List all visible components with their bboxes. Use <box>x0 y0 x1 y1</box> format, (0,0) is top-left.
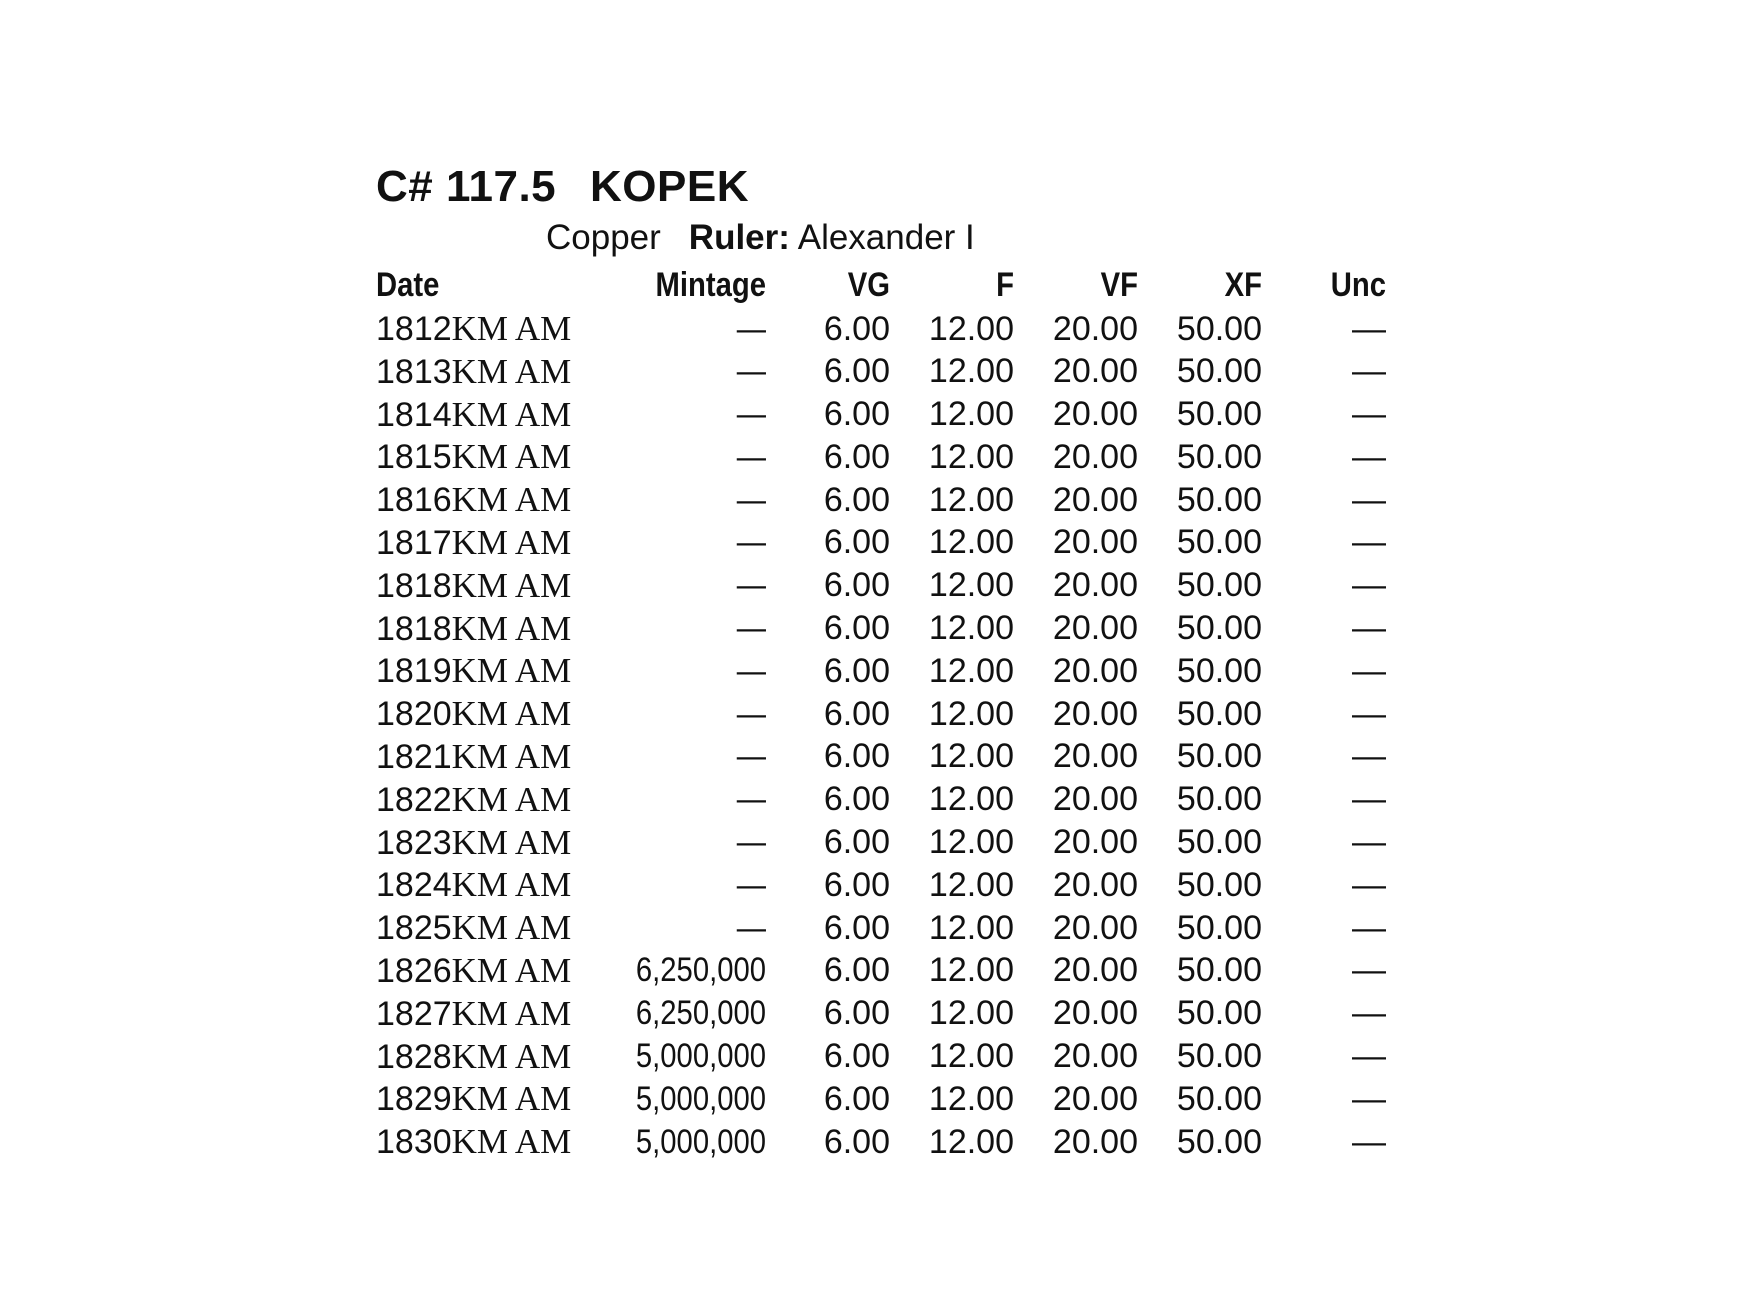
cell-unc: — <box>1352 352 1386 391</box>
cell-unc: — <box>1352 1122 1386 1161</box>
cell-mintage: — <box>736 865 766 904</box>
cell-xf: 50.00 <box>1176 437 1262 476</box>
table-row <box>376 565 1386 608</box>
mint-mark: KM AM <box>451 993 572 1033</box>
cell-f: 12.00 <box>928 823 1014 862</box>
cell-mintage: 6,250,000 <box>635 951 766 990</box>
cell-f: 12.00 <box>928 1037 1014 1076</box>
cell-vg: 6.00 <box>823 737 890 776</box>
cell-xf: 50.00 <box>1176 994 1262 1033</box>
date-year: 1823 <box>376 823 452 862</box>
cell-f: 12.00 <box>928 994 1014 1033</box>
header-unc: Unc <box>1330 266 1386 304</box>
cell-xf: 50.00 <box>1176 951 1262 990</box>
cell-date <box>376 436 576 479</box>
header-row <box>376 262 1386 308</box>
entry-title <box>376 160 1396 214</box>
cell-unc: — <box>1352 566 1386 605</box>
cell-date <box>376 1121 576 1164</box>
date-year: 1817 <box>376 523 452 562</box>
cell-f: 12.00 <box>928 437 1014 476</box>
cell-unc: — <box>1352 1079 1386 1118</box>
cell-xf: 50.00 <box>1176 908 1262 947</box>
header-xf: XF <box>1224 266 1262 304</box>
cell-xf: 50.00 <box>1176 480 1262 519</box>
cell-date <box>376 779 576 822</box>
cell-vg: 6.00 <box>823 1079 890 1118</box>
cell-unc: — <box>1352 694 1386 733</box>
cell-unc: — <box>1352 1037 1386 1076</box>
cell-date <box>376 822 576 865</box>
cell-mintage: — <box>736 609 766 648</box>
cell-vg: 6.00 <box>823 437 890 476</box>
cell-vf: 20.00 <box>1052 395 1138 434</box>
date-year: 1825 <box>376 909 452 948</box>
cell-f: 12.00 <box>928 780 1014 819</box>
mint-mark: KM AM <box>451 950 572 990</box>
cell-mintage: — <box>736 395 766 434</box>
table-row <box>376 436 1386 479</box>
cell-xf: 50.00 <box>1176 352 1262 391</box>
cell-vf: 20.00 <box>1052 437 1138 476</box>
cell-f: 12.00 <box>928 309 1014 348</box>
header-date: Date <box>376 266 440 304</box>
cell-unc: — <box>1352 523 1386 562</box>
table-row <box>376 308 1386 351</box>
cell-date <box>376 650 576 693</box>
cell-vg: 6.00 <box>823 566 890 605</box>
table-row <box>376 650 1386 693</box>
cell-date <box>376 1078 576 1121</box>
cell-vg: 6.00 <box>823 523 890 562</box>
table-body <box>376 308 1386 1164</box>
header-mintage: Mintage <box>655 266 766 304</box>
cell-f: 12.00 <box>928 951 1014 990</box>
cell-date <box>376 479 576 522</box>
cell-date <box>376 1036 576 1079</box>
cell-date <box>376 993 576 1036</box>
mint-mark: KM AM <box>451 779 572 819</box>
cell-vg: 6.00 <box>823 994 890 1033</box>
catalog-number: C# 117.5 <box>376 162 557 211</box>
date-year: 1824 <box>376 866 452 905</box>
cell-mintage: — <box>736 694 766 733</box>
cell-date <box>376 394 576 437</box>
cell-unc: — <box>1352 823 1386 862</box>
mint-mark: KM AM <box>451 394 572 434</box>
header-vf: VF <box>1100 266 1138 304</box>
cell-vf: 20.00 <box>1052 865 1138 904</box>
cell-vg: 6.00 <box>823 951 890 990</box>
cell-vf: 20.00 <box>1052 1037 1138 1076</box>
ruler-label: Ruler: <box>688 218 790 257</box>
header-f: F <box>996 266 1014 304</box>
cell-unc: — <box>1352 437 1386 476</box>
cell-mintage: — <box>736 780 766 819</box>
date-year: 1815 <box>376 438 452 477</box>
cell-vf: 20.00 <box>1052 994 1138 1033</box>
cell-unc: — <box>1352 309 1386 348</box>
table-row <box>376 779 1386 822</box>
cell-xf: 50.00 <box>1176 737 1262 776</box>
cell-date <box>376 736 576 779</box>
mint-mark: KM AM <box>451 736 572 776</box>
cell-mintage: 5,000,000 <box>635 1079 766 1118</box>
date-year: 1812 <box>376 310 452 348</box>
table-header <box>376 262 1386 308</box>
cell-vg: 6.00 <box>823 395 890 434</box>
cell-f: 12.00 <box>928 480 1014 519</box>
price-table <box>376 262 1386 1164</box>
cell-f: 12.00 <box>928 352 1014 391</box>
denomination: KOPEK <box>590 162 749 211</box>
cell-vf: 20.00 <box>1052 823 1138 862</box>
cell-vg: 6.00 <box>823 651 890 690</box>
cell-mintage: 5,000,000 <box>635 1037 766 1076</box>
date-year: 1828 <box>376 1037 452 1076</box>
mint-mark: KM AM <box>451 651 572 691</box>
cell-mintage: — <box>736 908 766 947</box>
mint-mark: KM AM <box>451 608 572 648</box>
mint-mark: KM AM <box>451 1122 572 1162</box>
cell-vg: 6.00 <box>823 1122 890 1161</box>
cell-xf: 50.00 <box>1176 609 1262 648</box>
mint-mark: KM AM <box>451 351 572 391</box>
cell-mintage: — <box>736 737 766 776</box>
cell-unc: — <box>1352 865 1386 904</box>
date-year: 1821 <box>376 737 452 776</box>
cell-unc: — <box>1352 737 1386 776</box>
cell-mintage: 6,250,000 <box>635 994 766 1033</box>
cell-mintage: — <box>736 566 766 605</box>
mint-mark: KM AM <box>451 480 572 520</box>
mint-mark: KM AM <box>451 865 572 905</box>
cell-f: 12.00 <box>928 737 1014 776</box>
mint-mark: KM AM <box>451 908 572 948</box>
cell-f: 12.00 <box>928 865 1014 904</box>
cell-vf: 20.00 <box>1052 480 1138 519</box>
table-row <box>376 351 1386 394</box>
mint-mark: KM AM <box>451 1079 572 1119</box>
cell-unc: — <box>1352 908 1386 947</box>
cell-unc: — <box>1352 780 1386 819</box>
cell-vg: 6.00 <box>823 309 890 348</box>
cell-date <box>376 864 576 907</box>
table-row <box>376 693 1386 736</box>
date-year: 1818 <box>376 566 452 605</box>
ruler-name: Alexander I <box>797 218 975 257</box>
cell-vf: 20.00 <box>1052 609 1138 648</box>
table-row <box>376 1078 1386 1121</box>
table-row <box>376 950 1386 993</box>
date-year: 1819 <box>376 652 452 691</box>
cell-vg: 6.00 <box>823 780 890 819</box>
cell-f: 12.00 <box>928 694 1014 733</box>
cell-f: 12.00 <box>928 523 1014 562</box>
cell-xf: 50.00 <box>1176 694 1262 733</box>
metal-composition: Copper <box>546 218 661 257</box>
cell-f: 12.00 <box>928 1122 1014 1161</box>
date-year: 1813 <box>376 352 452 391</box>
catalog-entry <box>376 160 1396 1164</box>
cell-vg: 6.00 <box>823 609 890 648</box>
cell-mintage: — <box>736 823 766 862</box>
cell-date <box>376 522 576 565</box>
cell-xf: 50.00 <box>1176 865 1262 904</box>
cell-date <box>376 608 576 651</box>
cell-vf: 20.00 <box>1052 352 1138 391</box>
cell-xf: 50.00 <box>1176 1079 1262 1118</box>
cell-date <box>376 565 576 608</box>
table-row <box>376 394 1386 437</box>
cell-date <box>376 693 576 736</box>
cell-unc: — <box>1352 994 1386 1033</box>
cell-vf: 20.00 <box>1052 1122 1138 1161</box>
cell-vg: 6.00 <box>823 1037 890 1076</box>
cell-f: 12.00 <box>928 908 1014 947</box>
cell-mintage: — <box>736 437 766 476</box>
mint-mark: KM AM <box>451 822 572 862</box>
cell-unc: — <box>1352 651 1386 690</box>
cell-unc: — <box>1352 609 1386 648</box>
cell-mintage: — <box>736 523 766 562</box>
table-row <box>376 907 1386 950</box>
cell-xf: 50.00 <box>1176 523 1262 562</box>
cell-mintage: — <box>736 352 766 391</box>
cell-vf: 20.00 <box>1052 737 1138 776</box>
cell-xf: 50.00 <box>1176 309 1262 348</box>
cell-vg: 6.00 <box>823 823 890 862</box>
cell-f: 12.00 <box>928 609 1014 648</box>
cell-vg: 6.00 <box>823 480 890 519</box>
cell-vf: 20.00 <box>1052 566 1138 605</box>
cell-mintage: 5,000,000 <box>635 1122 766 1161</box>
cell-vf: 20.00 <box>1052 951 1138 990</box>
cell-vf: 20.00 <box>1052 523 1138 562</box>
date-year: 1814 <box>376 395 452 434</box>
cell-f: 12.00 <box>928 566 1014 605</box>
cell-xf: 50.00 <box>1176 1122 1262 1161</box>
cell-unc: — <box>1352 395 1386 434</box>
cell-date <box>376 950 576 993</box>
table-row <box>376 1036 1386 1079</box>
mint-mark: KM AM <box>451 1036 572 1076</box>
mint-mark: KM AM <box>451 522 572 562</box>
entry-subtitle <box>376 216 1396 260</box>
cell-date <box>376 308 576 351</box>
cell-vf: 20.00 <box>1052 694 1138 733</box>
cell-date <box>376 351 576 394</box>
date-year: 1818 <box>376 609 452 648</box>
cell-vg: 6.00 <box>823 865 890 904</box>
mint-mark: KM AM <box>451 565 572 605</box>
cell-vf: 20.00 <box>1052 908 1138 947</box>
cell-vg: 6.00 <box>823 352 890 391</box>
mint-mark: KM AM <box>451 309 572 348</box>
cell-vf: 20.00 <box>1052 651 1138 690</box>
cell-f: 12.00 <box>928 1079 1014 1118</box>
cell-vf: 20.00 <box>1052 309 1138 348</box>
header-vg: VG <box>847 266 890 304</box>
date-year: 1822 <box>376 780 452 819</box>
cell-xf: 50.00 <box>1176 395 1262 434</box>
cell-vg: 6.00 <box>823 908 890 947</box>
date-year: 1829 <box>376 1080 452 1119</box>
cell-date <box>376 907 576 950</box>
cell-vf: 20.00 <box>1052 1079 1138 1118</box>
table-row <box>376 822 1386 865</box>
cell-f: 12.00 <box>928 395 1014 434</box>
cell-mintage: — <box>736 309 766 348</box>
table-row <box>376 479 1386 522</box>
cell-unc: — <box>1352 480 1386 519</box>
cell-xf: 50.00 <box>1176 823 1262 862</box>
date-year: 1830 <box>376 1123 452 1162</box>
cell-xf: 50.00 <box>1176 651 1262 690</box>
table-row <box>376 736 1386 779</box>
table-row <box>376 1121 1386 1164</box>
cell-xf: 50.00 <box>1176 566 1262 605</box>
cell-xf: 50.00 <box>1176 1037 1262 1076</box>
date-year: 1820 <box>376 695 452 734</box>
cell-vf: 20.00 <box>1052 780 1138 819</box>
cell-mintage: — <box>736 651 766 690</box>
cell-f: 12.00 <box>928 651 1014 690</box>
date-year: 1827 <box>376 994 452 1033</box>
cell-unc: — <box>1352 951 1386 990</box>
cell-xf: 50.00 <box>1176 780 1262 819</box>
table-row <box>376 608 1386 651</box>
mint-mark: KM AM <box>451 437 572 477</box>
mint-mark: KM AM <box>451 694 572 734</box>
table-row <box>376 522 1386 565</box>
date-year: 1826 <box>376 951 452 990</box>
date-year: 1816 <box>376 481 452 520</box>
cell-mintage: — <box>736 480 766 519</box>
table-row <box>376 993 1386 1036</box>
table-row <box>376 864 1386 907</box>
cell-vg: 6.00 <box>823 694 890 733</box>
